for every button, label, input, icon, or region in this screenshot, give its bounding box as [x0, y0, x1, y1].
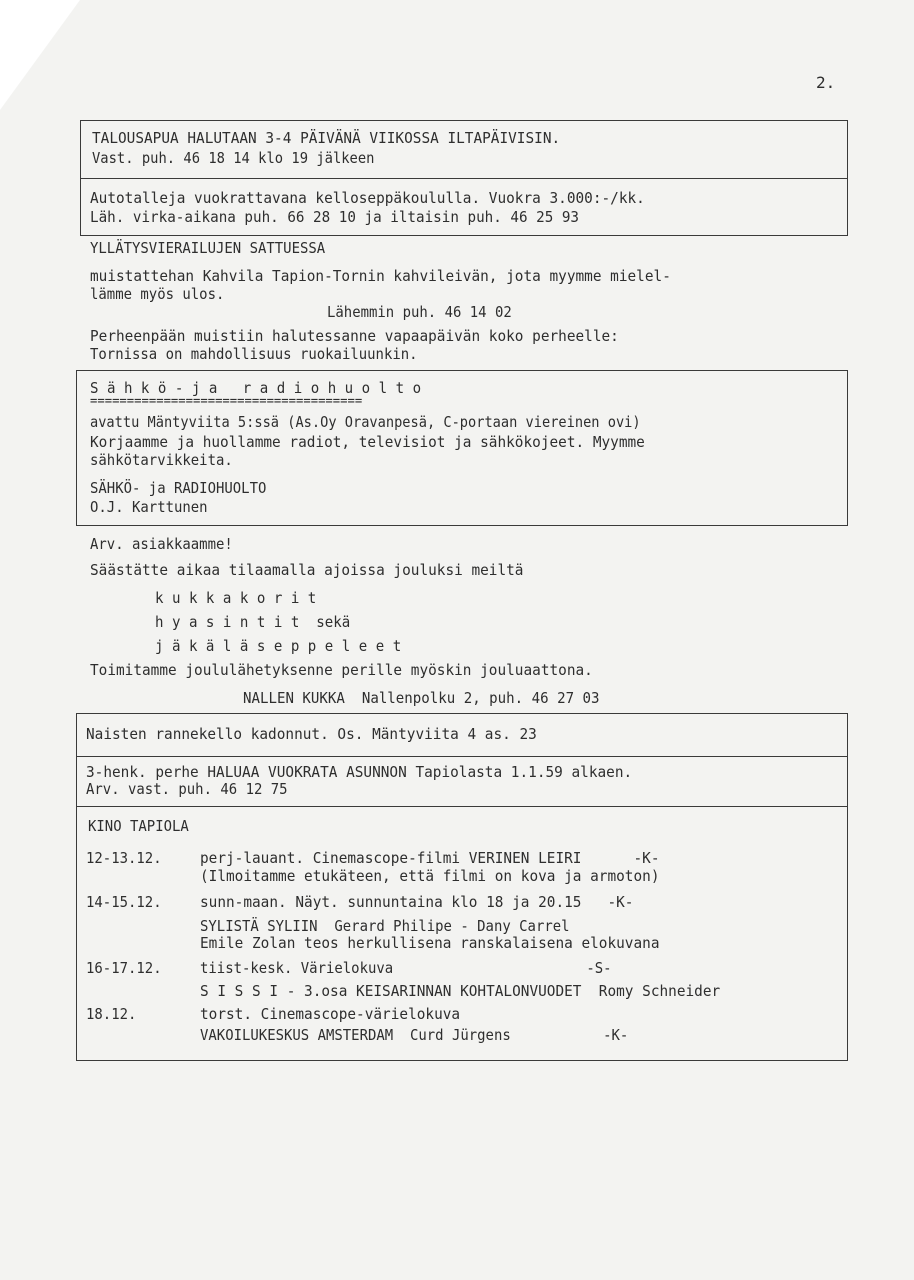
ad-kukka-item3: j ä k ä l ä s e p p e l e e t	[155, 637, 402, 655]
kino-entry-line: torst. Cinemascope-värielokuva	[200, 1005, 461, 1023]
ad-rannekello-line1: Naisten rannekello kadonnut. Os. Mäntyviita 4 as. 23	[86, 725, 537, 743]
kino-entry-date: 14-15.12.	[86, 893, 162, 911]
ad-sahko-line3: sähkötarvikkeita.	[90, 451, 233, 469]
ad-kukka-greeting: Arv. asiakkaamme!	[90, 535, 233, 553]
ad-autotalleja-line1: Autotalleja vuokrattavana kelloseppäkoululla. Vuokra 3.000:-/kk.	[90, 189, 645, 207]
kino-entry-line: sunn-maan. Näyt. sunnuntaina klo 18 ja 20.15 -K-	[200, 893, 634, 911]
ad-autotalleja-line2: Läh. virka-aikana puh. 66 28 10 ja iltaisin puh. 46 25 93	[90, 208, 580, 226]
ad-kahvila-heading: YLLÄTYSVIERAILUJEN SATTUESSA	[90, 239, 326, 257]
ad-divider	[76, 806, 848, 807]
ad-divider	[80, 178, 848, 179]
ad-sahko-line2: Korjaamme ja huollamme radiot, televisiot ja sähkökojeet. Myymme	[90, 433, 645, 451]
kino-entry-date: 12-13.12.	[86, 849, 162, 867]
kino-entry-line: Emile Zolan teos herkullisena ranskalaisena elokuvana	[200, 934, 660, 952]
kino-entry-line: tiist-kesk. Värielokuva -S-	[200, 959, 612, 977]
ad-sahko-line1: avattu Mäntyviita 5:ssä (As.Oy Oravanpesä, C-portaan viereinen ovi)	[90, 413, 641, 431]
kino-entry-line: perj-lauant. Cinemascope-filmi VERINEN LEIRI -K-	[200, 849, 660, 867]
kino-entry-line: S I S S I - 3.osa KEISARINNAN KOHTALONVUODET Romy Schneider	[200, 982, 721, 1000]
ad-sahko-underline: =====================================	[90, 394, 363, 409]
ad-kukka-item1: k u k k a k o r i t	[155, 589, 317, 607]
page-number: 2.	[816, 73, 836, 92]
ad-kukka-line1: Säästätte aikaa tilaamalla ajoissa jouluksi meiltä	[90, 561, 524, 579]
ad-kukka-item2: h y a s i n t i t sekä	[155, 613, 351, 631]
ad-kahvila-line3: Perheenpään muistiin halutessanne vapaapäivän koko perheelle:	[90, 327, 619, 345]
ad-sahko-name: SÄHKÖ- ja RADIOHUOLTO	[90, 479, 267, 497]
ad-kahvila-line4: Tornissa on mahdollisuus ruokailuunkin.	[90, 345, 418, 363]
ad-talousapua-line1: TALOUSAPUA HALUTAAN 3-4 PÄIVÄNÄ VIIKOSSA ILTAPÄIVISIN.	[92, 129, 561, 147]
ad-kukka-line2: Toimitamme joululähetyksenne perille myöskin jouluaattona.	[90, 661, 593, 679]
ad-talousapua-line2: Vast. puh. 46 18 14 klo 19 jälkeen	[92, 149, 375, 167]
kino-entry-line: (Ilmoitamme etukäteen, että filmi on kova ja armoton)	[200, 867, 660, 885]
kino-entry-line: VAKOILUKESKUS AMSTERDAM Curd Jürgens -K-	[200, 1026, 629, 1044]
ad-kahvila-line2: lämme myös ulos.	[90, 285, 225, 303]
kino-entry-date: 18.12.	[86, 1005, 137, 1023]
ad-sahko-owner: O.J. Karttunen	[90, 498, 208, 516]
ad-kahvila-line1: muistattehan Kahvila Tapion-Tornin kahvileivän, jota myymme mielel-	[90, 267, 671, 285]
ad-asunto-line2: Arv. vast. puh. 46 12 75	[86, 780, 288, 798]
ad-kukka-signature: NALLEN KUKKA Nallenpolku 2, puh. 46 27 03	[243, 689, 600, 707]
kino-entry-line: SYLISTÄ SYLIIN Gerard Philipe - Dany Carrel	[200, 917, 570, 935]
folded-page-corner	[0, 0, 80, 110]
kino-heading: KINO TAPIOLA	[88, 817, 189, 835]
ad-asunto-line1: 3-henk. perhe HALUAA VUOKRATA ASUNNON Tapiolasta 1.1.59 alkaen.	[86, 763, 633, 781]
ad-divider	[76, 756, 848, 757]
ad-sahko-heading: S ä h k ö - j a r a d i o h u o l t o	[90, 379, 422, 397]
kino-entry-date: 16-17.12.	[86, 959, 162, 977]
ad-kahvila-phone: Lähemmin puh. 46 14 02	[327, 303, 512, 321]
